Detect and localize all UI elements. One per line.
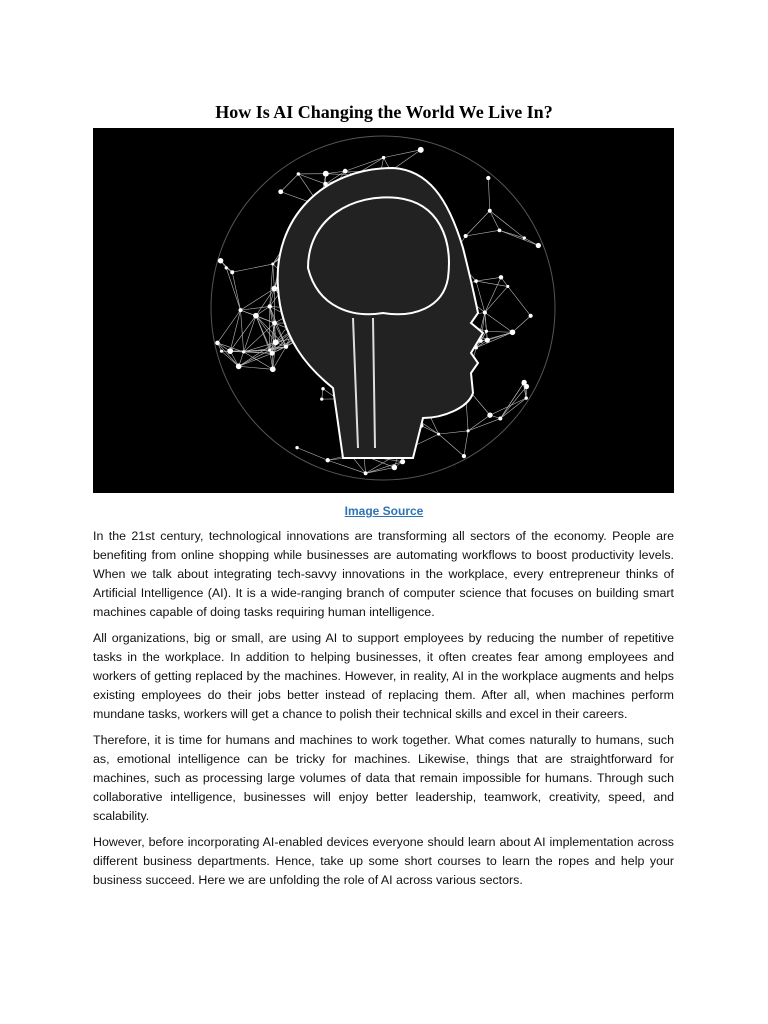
paragraph: However, before incorporating AI-enabled devices everyone should learn about AI implementation across different business departments. Hence, take up some short courses to learn the ropes and help your business succeed. Here we are unfolding the role of AI across various sectors. bbox=[93, 835, 674, 887]
page-title: How Is AI Changing the World We Live In? bbox=[215, 102, 553, 122]
hero-image bbox=[93, 128, 674, 493]
paragraph: All organizations, big or small, are using AI to support employees by reducing the number of repetitive tasks in the workplace. In addition to helping businesses, it often creates fear among employees and workers of getting replaced by the machines. However, in reality, AI in the workplace augments and helps existing employees do their jobs better instead of replacing them. After all, when machines perform mundane tasks, workers will get a chance to polish their technical skills and excel in their careers. bbox=[93, 631, 674, 721]
paragraph: In the 21st century, technological innovations are transforming all sectors of the economy. People are benefiting from online shopping while businesses are automating workflows to boost productivity levels. When we talk about integrating tech-savvy innovations in the workplace, every entrepreneur thinks of Artificial Intelligence (AI). It is a wide-ranging branch of computer science that focuses on building smart machines capable of doing tasks requiring human intelligence. bbox=[93, 529, 674, 619]
paragraph: Therefore, it is time for humans and machines to work together. What comes naturally to humans, such as, emotional intelligence can be tricky for machines. Likewise, things that are straightforward for machines, such as processing large volumes of data that remain impossible for humans. Through such collaborative intelligence, businesses will enjoy better leadership, teamwork, creativity, speed, and scalability. bbox=[93, 733, 674, 823]
image-source-link[interactable]: Image Source bbox=[344, 504, 424, 518]
article-body bbox=[93, 527, 674, 897]
ai-brain-network-illustration bbox=[93, 128, 674, 493]
